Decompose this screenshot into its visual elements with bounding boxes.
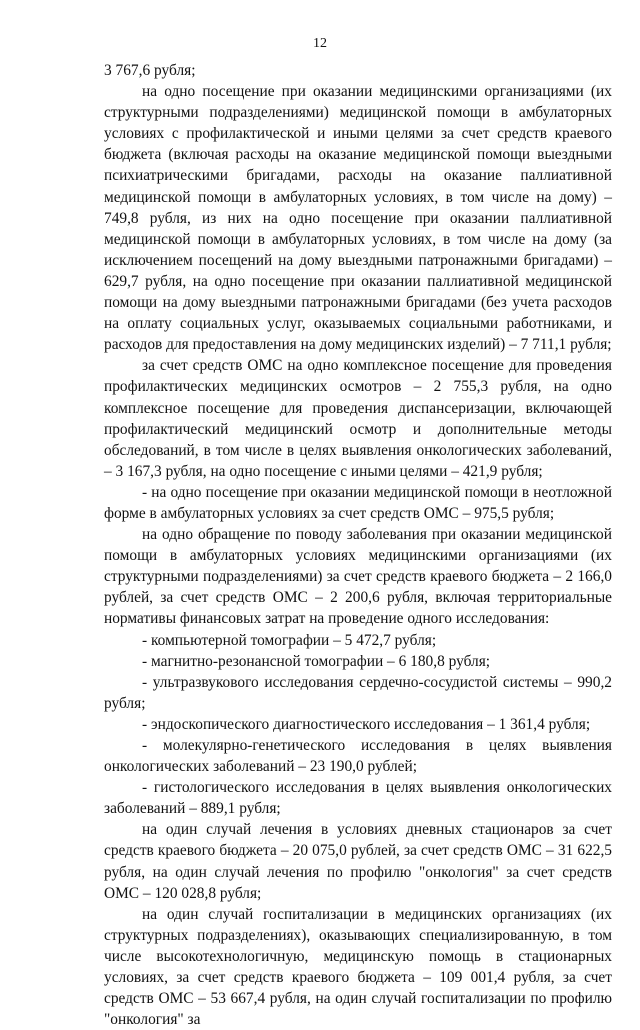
list-item-mri: - магнитно-резонансной томографии – 6 180,8 рубля; <box>142 652 491 670</box>
paragraph-hospitalization: на один случай госпитализации в медицинских организациях (их структурных подразделениях), оказывающих специализированную, в том числе высокотехнологичную, медицинскую помощь в стационарных условиях, за счет средств краевого бюджета – 109 001,4 рубля, за счет средств ОМС – 53 667,4 рубля, на один случай госпитализации по профилю "онкология" за <box>104 905 612 1029</box>
list-item-ultrasound: - ультразвукового исследования сердечно-сосудистой системы – 990,2 рубля; <box>104 673 612 712</box>
paragraph-ambulatory-visit-regional: на одно посещение при оказании медицинскими организациями (их структурными подразделениями) медицинской помощи в амбулаторных условиях с профилактической и иными целями за счет средств краевого бюджета (включая расходы на оказание медицинской помощи выездными психиатрическими бригадами, расходы на оказание паллиативной медицинской помощи в амбулаторных условиях, в том числе на дому) – 749,8 рубля, из них на одно посещение при оказании паллиативной медицинской помощи в амбулаторных условиях, в том числе на дому (за исключением посещений на дому выездными патронажными бригадами) – 629,7 рубля, на одно посещение при оказании паллиативной медицинской помощи на дому выездными патронажными бригадами (без учета расходов на оплату социальных услуг, оказываемых социальными работниками, и расходов для предоставления на дому медицинских изделий) – 7 711,1 рубля; <box>104 83 612 354</box>
paragraph-continuation: 3 767,6 рубля; <box>104 62 196 79</box>
paragraph-disease-appeal: на одно обращение по поводу заболевания при оказании медицинской помощи в амбулаторных условиях медицинскими организациями (их структурными подразделениями) за счет средств краевого бюджета – 2 166,0 рублей, за счет средств ОМС – 2 200,6 рубля, включая территориальные нормативы финансовых затрат на проведение одного исследования: <box>104 526 612 628</box>
document-body <box>104 60 612 1030</box>
list-item-molecular-genetic: - молекулярно-генетического исследования в целях выявления онкологических заболеваний – 23 190,0 рублей; <box>104 737 612 776</box>
paragraph-urgent-care-visit: - на одно посещение при оказании медицинской помощи в неотложной форме в амбулаторных условиях за счет средств ОМС – 975,5 рубля; <box>104 483 612 522</box>
page-number: 12 <box>313 36 327 51</box>
list-item-histological: - гистологического исследования в целях выявления онкологических заболеваний – 889,1 рубля; <box>104 779 612 818</box>
paragraph-comprehensive-visit-oms: за счет средств ОМС на одно комплексное посещение для проведения профилактических медицинских осмотров – 2 755,3 рубля, на одно комплексное посещение для проведения диспансеризации, включающей профилактический медицинский осмотр и дополнительные методы обследований, в том числе в целях выявления онкологических заболеваний, – 3 167,3 рубля, на одно посещение с иными целями – 421,9 рубля; <box>104 357 612 480</box>
list-item-ct: - компьютерной томографии – 5 472,7 рубля; <box>142 631 437 649</box>
paragraph-day-hospital: на один случай лечения в условиях дневных стационаров за счет средств краевого бюджета – 20 075,0 рублей, за счет средств ОМС – 31 622,5 рубля, на один случай лечения по профилю "онкология" за счет средств ОМС – 120 028,8 рубля; <box>104 821 612 902</box>
list-item-endoscopy: - эндоскопического диагностического исследования – 1 361,4 рубля; <box>142 715 591 733</box>
